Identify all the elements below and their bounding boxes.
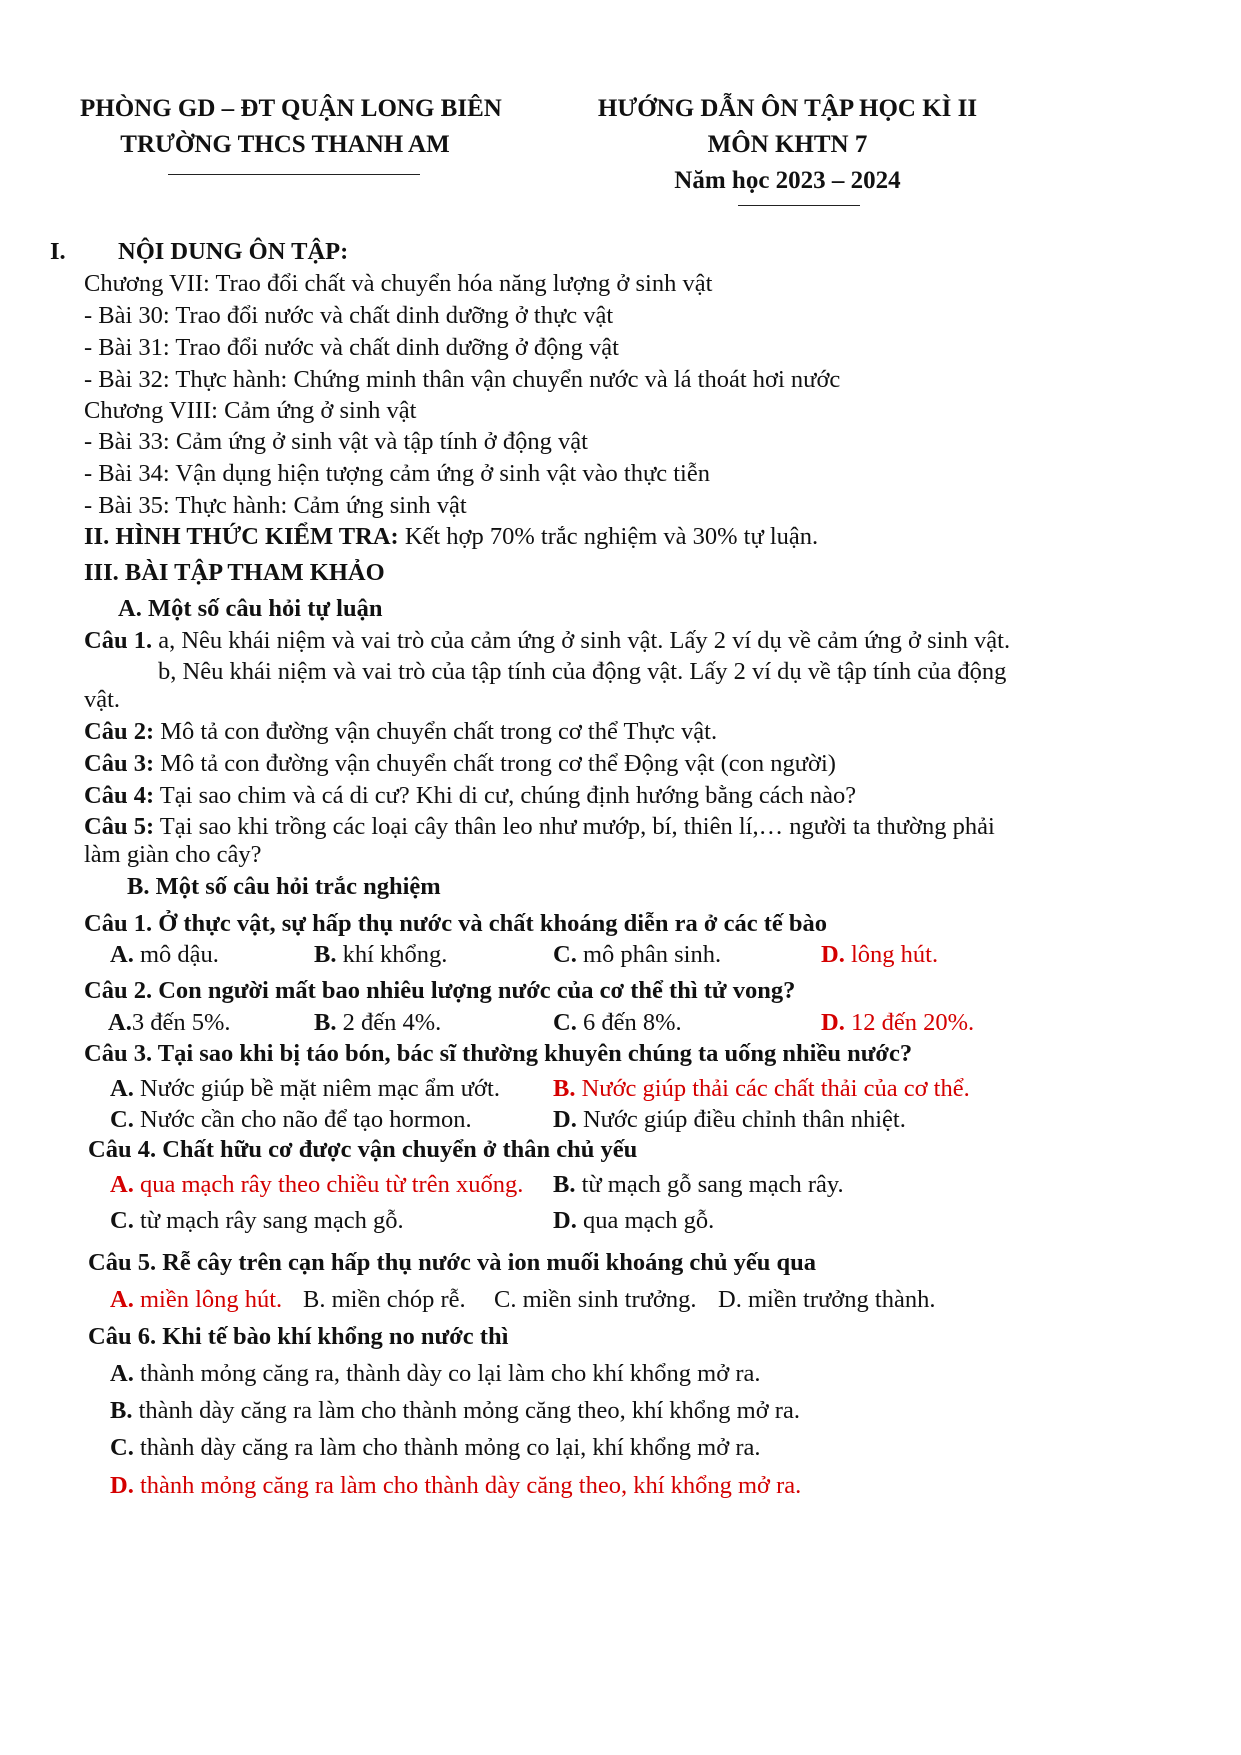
mc-q4-option-b: B. từ mạch gỗ sang mạch rây. <box>553 1171 844 1198</box>
header-left-underline <box>168 174 420 175</box>
essay-q2-label: Câu 2: <box>84 718 155 745</box>
header-right-line1: HƯỚNG DẪN ÔN TẬP HỌC KÌ II <box>597 95 978 122</box>
mc-q4-option-a-answer: A. qua mạch rây theo chiều từ trên xuống. <box>110 1171 524 1198</box>
essay-q1-b-cont: vật. <box>84 686 121 713</box>
mc-q5-option-a-answer: A. miền lông hút. <box>110 1286 283 1313</box>
essay-q5-label: Câu 5: <box>84 813 155 840</box>
mc-q6-option-c: C. thành dày căng ra làm cho thành mỏng co lại, khí khổng mở ra. <box>110 1434 761 1461</box>
section1-line: - Bài 31: Trao đổi nước và chất dinh dưỡng ở động vật <box>84 334 619 361</box>
essay-q3-label: Câu 3: <box>84 750 155 777</box>
mc-q4: Câu 4. Chất hữu cơ được vận chuyển ở thân chủ yếu <box>88 1136 638 1163</box>
mc-q5-option-c: C. miền sinh trưởng. <box>494 1286 697 1313</box>
mc-q3-option-c: C. Nước cần cho não để tạo hormon. <box>110 1106 472 1133</box>
essay-q5 <box>84 813 995 841</box>
essay-q1-label: Câu 1. <box>84 627 153 654</box>
header-right-line3: Năm học 2023 – 2024 <box>674 167 901 194</box>
mc-q5: Câu 5. Rễ cây trên cạn hấp thụ nước và ion muối khoáng chủ yếu qua <box>88 1249 817 1276</box>
mc-q5-option-d: D. miền trưởng thành. <box>718 1286 936 1313</box>
section1-title: NỘI DUNG ÔN TẬP: <box>118 238 349 265</box>
mc-q1: Câu 1. Ở thực vật, sự hấp thụ nước và chất khoáng diễn ra ở các tế bào <box>84 910 828 937</box>
mc-q6-option-d-answer: D. thành mỏng căng ra làm cho thành dày căng theo, khí khổng mở ra. <box>110 1472 802 1499</box>
mc-q2-option-b: B. 2 đến 4%. <box>314 1009 442 1036</box>
mc-q6-option-b: B. thành dày căng ra làm cho thành mỏng căng theo, khí khổng mở ra. <box>110 1397 800 1424</box>
mc-q1-option-a: A. mô dậu. <box>110 941 219 968</box>
section1-line: - Bài 34: Vận dụng hiện tượng cảm ứng ở sinh vật vào thực tiễn <box>84 460 710 487</box>
mc-q1-option-c: C. mô phân sinh. <box>553 941 722 968</box>
section1-line: - Bài 32: Thực hành: Chứng minh thân vận chuyển nước và lá thoát hơi nước <box>84 366 841 393</box>
section1-number: I. <box>50 238 66 265</box>
section2-text: Kết hợp 70% trắc nghiệm và 30% tự luận. <box>398 523 819 550</box>
mc-q1-option-d-answer: D. lông hút. <box>821 941 939 968</box>
header-left-line1: PHÒNG GD – ĐT QUẬN LONG BIÊN <box>80 95 502 122</box>
mc-q6-option-a: A. thành mỏng căng ra, thành dày co lại làm cho khí khổng mở ra. <box>110 1360 761 1387</box>
essay-q4 <box>84 782 856 810</box>
mc-q6: Câu 6. Khi tế bào khí khổng no nước thì <box>88 1323 509 1350</box>
header-right-underline <box>738 205 860 206</box>
mc-q4-option-c: C. từ mạch rây sang mạch gỗ. <box>110 1207 404 1234</box>
section3-title: III. BÀI TẬP THAM KHẢO <box>84 559 385 586</box>
mc-q3-option-a: A. Nước giúp bề mặt niêm mạc ẩm ướt. <box>110 1075 500 1102</box>
essay-q5-cont: làm giàn cho cây? <box>84 841 262 868</box>
essay-q3 <box>84 750 836 778</box>
mc-q3: Câu 3. Tại sao khi bị táo bón, bác sĩ thường khuyên chúng ta uống nhiều nước? <box>84 1040 913 1067</box>
section2-title: II. HÌNH THỨC KIỂM TRA: <box>84 523 399 550</box>
header-left-line2: TRƯỜNG THCS THANH AM <box>120 131 450 158</box>
mc-q3-option-b-answer: B. Nước giúp thải các chất thải của cơ thể. <box>553 1075 970 1102</box>
header-right-line2: MÔN KHTN 7 <box>707 131 868 158</box>
essay-q2-text: Mô tả con đường vận chuyển chất trong cơ thể Thực vật. <box>154 718 718 745</box>
essay-q5-text: Tại sao khi trồng các loại cây thân leo như mướp, bí, thiên lí,… người ta thường phải <box>154 813 995 840</box>
mc-q2: Câu 2. Con người mất bao nhiêu lượng nước của cơ thể thì tử vong? <box>84 977 796 1004</box>
mc-q2-option-a: A.3 đến 5%. <box>108 1009 231 1036</box>
mc-q4-option-d: D. qua mạch gỗ. <box>553 1207 715 1234</box>
essay-q4-text: Tại sao chim và cá di cư? Khi di cư, chúng định hướng bằng cách nào? <box>154 782 857 809</box>
mc-q3-option-d: D. Nước giúp điều chỉnh thân nhiệt. <box>553 1106 906 1133</box>
section2-line <box>84 523 818 551</box>
partB-title: B. Một số câu hỏi trắc nghiệm <box>127 873 441 900</box>
partA-title: A. Một số câu hỏi tự luận <box>118 595 383 622</box>
essay-q1-b: b, Nêu khái niệm và vai trò của tập tính của động vật. Lấy 2 ví dụ về tập tính của động <box>158 658 1007 685</box>
section1-line: - Bài 30: Trao đổi nước và chất dinh dưỡng ở thực vật <box>84 302 614 329</box>
essay-q1-a: a, Nêu khái niệm và vai trò của cảm ứng ở sinh vật. Lấy 2 ví dụ về cảm ứng ở sinh vật. <box>152 627 1011 654</box>
mc-q1-option-b: B. khí khổng. <box>314 941 448 968</box>
section1-line: - Bài 33: Cảm ứng ở sinh vật và tập tính ở động vật <box>84 428 588 455</box>
mc-q5-option-b: B. miền chóp rễ. <box>303 1286 466 1313</box>
mc-q2-option-d-answer: D. 12 đến 20%. <box>821 1009 975 1036</box>
essay-q3-text: Mô tả con đường vận chuyển chất trong cơ thể Động vật (con người) <box>154 750 836 777</box>
section1-line: - Bài 35: Thực hành: Cảm ứng sinh vật <box>84 492 467 519</box>
mc-q2-option-c: C. 6 đến 8%. <box>553 1009 682 1036</box>
essay-q4-label: Câu 4: <box>84 782 155 809</box>
section1-line: Chương VIII: Cảm ứng ở sinh vật <box>84 397 417 424</box>
essay-q1 <box>84 627 1010 655</box>
section1-line: Chương VII: Trao đổi chất và chuyển hóa năng lượng ở sinh vật <box>84 270 713 297</box>
essay-q2 <box>84 718 717 746</box>
